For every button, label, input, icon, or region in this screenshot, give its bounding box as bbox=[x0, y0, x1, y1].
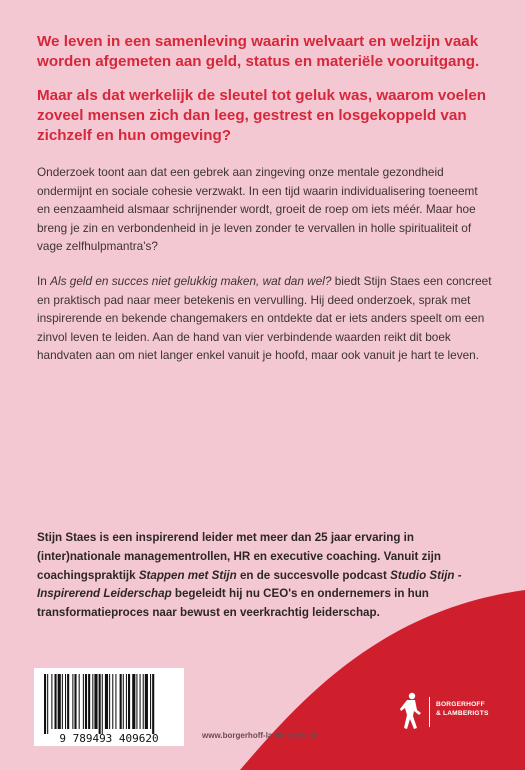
barcode-bar bbox=[140, 674, 141, 729]
publisher-name bbox=[436, 701, 489, 718]
barcode-bar bbox=[150, 674, 151, 729]
barcode-bar bbox=[109, 674, 110, 729]
barcode-bar bbox=[62, 674, 63, 729]
barcode-bar bbox=[94, 674, 97, 729]
barcode-bar bbox=[47, 674, 48, 734]
barcode-bar bbox=[128, 674, 130, 729]
runner-figure-icon bbox=[398, 692, 424, 730]
publisher-line-2: & LAMBERIGTS bbox=[436, 709, 489, 717]
barcode-bar bbox=[152, 674, 154, 734]
barcode-bar bbox=[67, 674, 69, 729]
barcode-bars bbox=[34, 668, 184, 746]
blurb-paragraph-1: Onderzoek toont aan dat een gebrek aan zingeving onze mentale gezondheid ondermijnt en sociale cohesie verzwakt. In een tijd waarin individualisering toeneemt en eenzaamheid alsmaar schrijnender wordt, groeit de roep om iets méér. Maar hoe breng je zin en verbondenheid in je leven zonder te vervallen in holle spiritualiteit of vage zelfhulpmantra's? bbox=[37, 165, 478, 254]
barcode-bar bbox=[99, 674, 101, 734]
barcode-bar bbox=[145, 674, 148, 729]
barcode-bar bbox=[83, 674, 84, 729]
barcode-bar bbox=[65, 674, 66, 729]
barcode-bar bbox=[143, 674, 144, 729]
barcode-bar bbox=[51, 674, 52, 729]
logo-divider bbox=[429, 697, 430, 727]
barcode-bar bbox=[115, 674, 116, 729]
barcode-bar bbox=[74, 674, 76, 729]
blurb-prefix: In bbox=[37, 273, 51, 288]
blurb-rest: biedt Stijn Staes een concreet en praktisch pad naar meer betekenis en vervulling. Hij deed onderzoek, sprak met inspirerende en bekende changemakers en ontdekte dat er iets anders speelt om een zinvol leven te leiden. Aan de hand van vier verbindende waarden reikt dit boek handvaten aan om niet langer enkel vanuit je hoofd, maar ook vanuit je hart te leven. bbox=[37, 273, 492, 363]
podcast-name: Studio Stijn - Inspirerend Leiderschap bbox=[37, 568, 462, 601]
barcode-bar bbox=[120, 674, 122, 729]
coaching-practice-name: Stappen met Stijn bbox=[138, 568, 237, 582]
barcode-bar bbox=[85, 674, 87, 729]
intro-paragraph-2: Maar als dat werkelijk de sleutel tot geluk was, waarom voelen zoveel mensen zich dan leeg, gestrest en losgekoppeld van zichzelf en hun omgeving? bbox=[37, 87, 487, 144]
intro-paragraph-1: We leven in een samenleving waarin welvaart en welzijn vaak worden afgemeten aan geld, status en materiële vooruitgang. bbox=[37, 33, 480, 70]
barcode-bar bbox=[79, 674, 80, 729]
barcode-bar bbox=[136, 674, 137, 729]
barcode-bar bbox=[105, 674, 108, 729]
barcode-bar bbox=[92, 674, 93, 729]
isbn-digits: 9 789493 409620 bbox=[59, 732, 159, 745]
publisher-website: www.borgerhoff-lamberigts.be bbox=[202, 731, 318, 740]
book-title: Als geld en succes niet gelukkig maken, wat dan wel? bbox=[50, 273, 332, 288]
barcode-bar bbox=[123, 674, 124, 729]
barcode-bar bbox=[44, 674, 46, 734]
barcode-bar bbox=[88, 674, 90, 729]
author-bio-text: Stijn Staes is een inspirerend leider met meer dan 25 jaar ervaring in (inter)nationale managementrollen, HR en executive coaching. Vanuit zijn coachingspraktijk Stappen met Stijn en de succesvolle podcast Studio Stijn - Inspirerend Leiderschap begeleidt hij nu CEO's en ondernemers in hun transformatieproces naar bewust en veerkrachtig leiderschap. bbox=[37, 531, 462, 620]
publisher-line-1: BORGERHOFF bbox=[436, 701, 485, 708]
barcode-bar bbox=[112, 674, 113, 729]
barcode-bar bbox=[132, 674, 135, 729]
barcode-bar bbox=[55, 674, 57, 729]
barcode-bar bbox=[72, 674, 73, 729]
author-bio bbox=[37, 529, 492, 623]
barcode-bar bbox=[58, 674, 61, 729]
barcode-bar bbox=[102, 674, 103, 734]
isbn-barcode bbox=[34, 668, 184, 746]
barcode-bar bbox=[126, 674, 127, 729]
